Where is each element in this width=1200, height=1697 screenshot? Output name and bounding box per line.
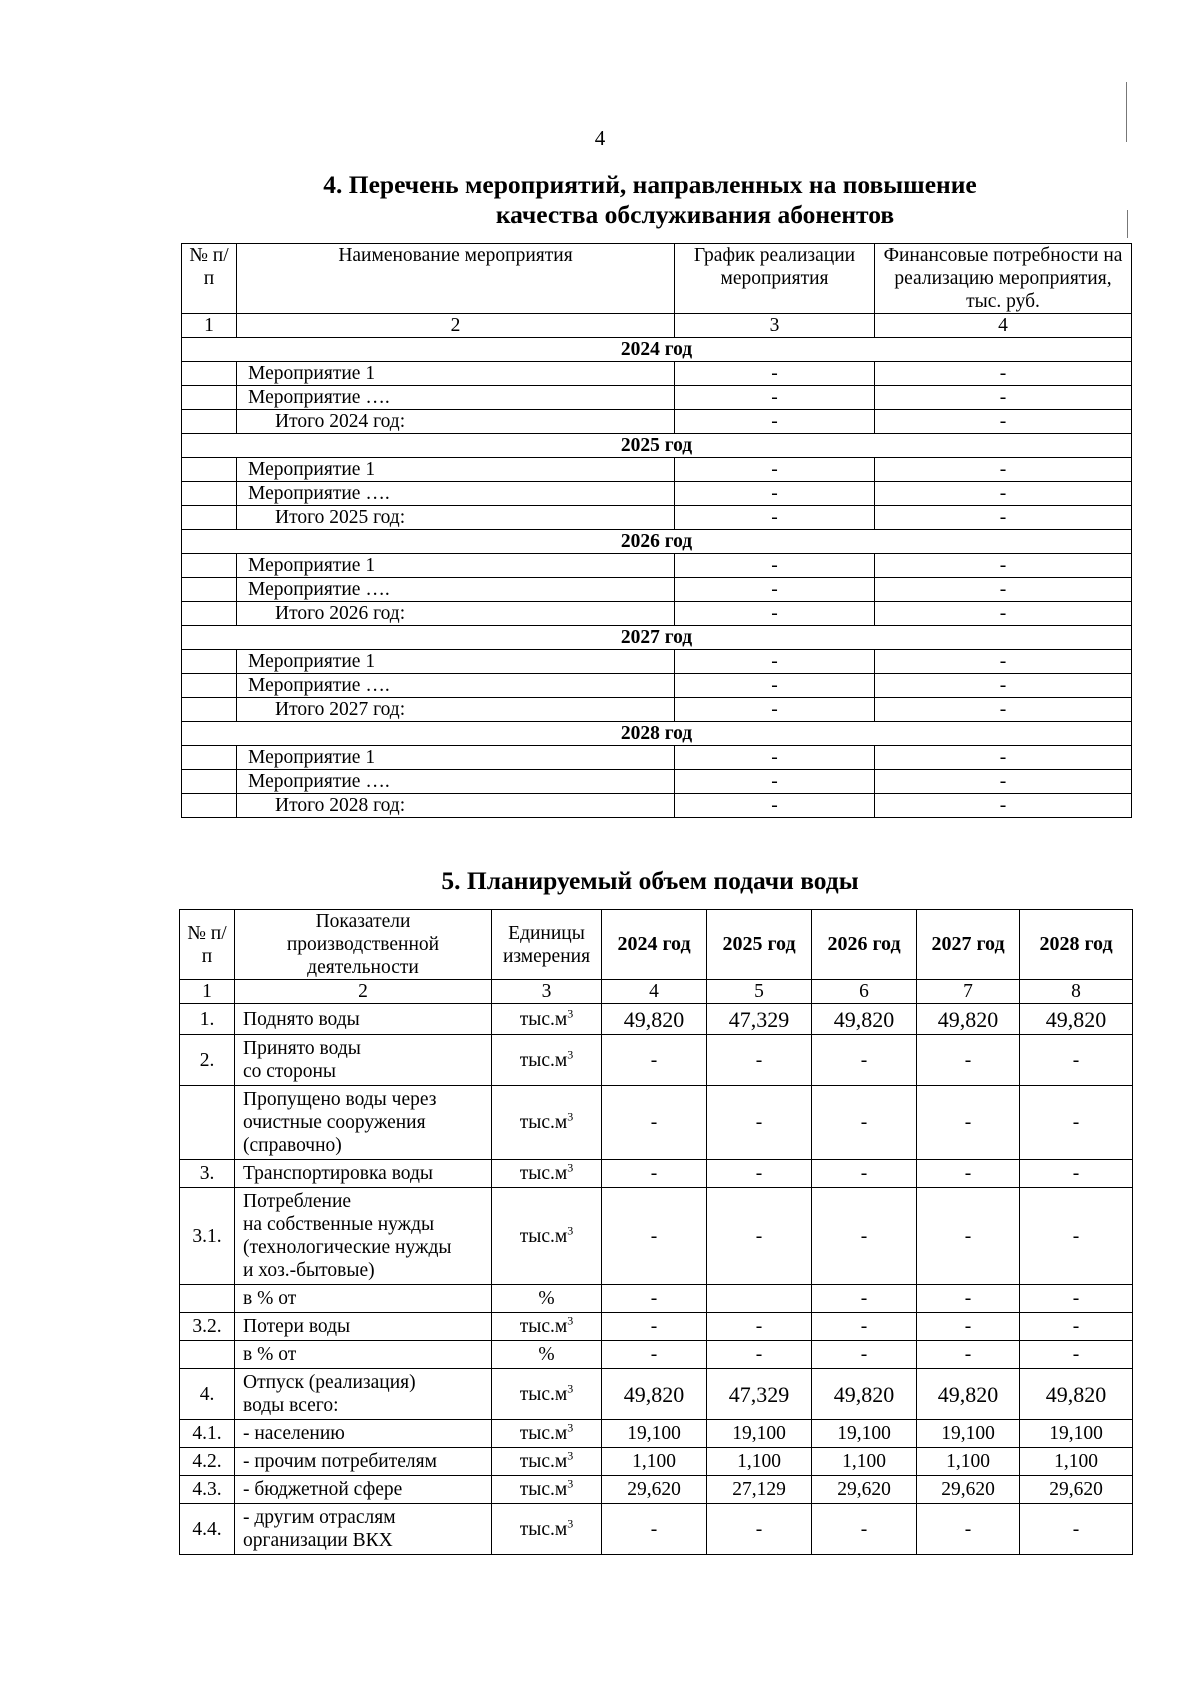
- measure-num: [182, 770, 237, 794]
- water-header-unit: Единицы измерения: [492, 910, 602, 980]
- water-row-num: 1.: [180, 1004, 235, 1035]
- indicator-line: в % от: [243, 1288, 297, 1309]
- water-row-value: -: [707, 1188, 812, 1285]
- measure-name: Мероприятие 1: [237, 554, 675, 578]
- measures-table: [181, 243, 1132, 818]
- water-row-value: 47,329: [707, 1004, 812, 1035]
- water-row-value: -: [812, 1341, 917, 1369]
- unit-sup: 3: [567, 1448, 574, 1463]
- scan-mark: [1127, 210, 1128, 238]
- water-colnum-row: [180, 980, 1133, 1004]
- indicator-line: (справочно): [243, 1135, 342, 1156]
- water-row-value: -: [917, 1086, 1020, 1160]
- header-num: № п/п: [182, 244, 237, 314]
- measure-row: [182, 578, 1132, 602]
- water-row-num: 3.2.: [180, 1313, 235, 1341]
- water-row-value: -: [917, 1285, 1020, 1313]
- unit-text: тыс.м: [519, 1383, 568, 1405]
- water-row-value: 1,100: [707, 1448, 812, 1476]
- water-row: [180, 1035, 1133, 1086]
- water-colnum: 7: [917, 980, 1020, 1004]
- water-row-value: -: [707, 1086, 812, 1160]
- water-row-num: 3.: [180, 1160, 235, 1188]
- colnum-2: 2: [237, 314, 675, 338]
- water-row-value: -: [917, 1035, 1020, 1086]
- water-row-value: 49,820: [1020, 1369, 1133, 1420]
- water-row-value: -: [707, 1313, 812, 1341]
- measure-num: [182, 458, 237, 482]
- unit-sup: 3: [567, 1160, 574, 1175]
- water-row-value: -: [812, 1313, 917, 1341]
- water-row-value: -: [812, 1035, 917, 1086]
- indicator-line: воды всего:: [243, 1395, 339, 1416]
- water-row-value: 49,820: [812, 1004, 917, 1035]
- water-row-value: 1,100: [812, 1448, 917, 1476]
- total-finance: -: [875, 698, 1132, 722]
- water-row-value: -: [707, 1160, 812, 1188]
- water-row-indicator: [235, 1086, 492, 1160]
- water-row-value: -: [917, 1313, 1020, 1341]
- water-row-value: 47,329: [707, 1369, 812, 1420]
- water-header-year-2024: 2024 год: [602, 910, 707, 980]
- indicator-line: - населению: [243, 1423, 345, 1444]
- water-row-value: -: [1020, 1285, 1133, 1313]
- water-row-value: -: [1020, 1035, 1133, 1086]
- water-header-year-2025: 2025 год: [707, 910, 812, 980]
- section4-title: [180, 170, 1120, 230]
- measure-schedule: -: [675, 554, 875, 578]
- total-label: Итого 2028 год:: [237, 794, 675, 818]
- year-label: 2025 год: [182, 434, 1132, 458]
- total-row: [182, 794, 1132, 818]
- total-finance: -: [875, 602, 1132, 626]
- measure-row: [182, 554, 1132, 578]
- year-label: 2026 год: [182, 530, 1132, 554]
- water-row-value: -: [1020, 1313, 1133, 1341]
- water-row-indicator: [235, 1369, 492, 1420]
- water-row-num: 4.4.: [180, 1504, 235, 1555]
- water-row-value: -: [602, 1341, 707, 1369]
- water-row-value: 49,820: [812, 1369, 917, 1420]
- water-row-value: -: [602, 1160, 707, 1188]
- measure-row: [182, 482, 1132, 506]
- total-schedule: -: [675, 410, 875, 434]
- water-header-num: № п/п: [180, 910, 235, 980]
- total-schedule: -: [675, 506, 875, 530]
- water-row-num: [180, 1341, 235, 1369]
- water-colnum: 1: [180, 980, 235, 1004]
- header-schedule: График реализации мероприятия: [675, 244, 875, 314]
- water-row-value: 29,620: [812, 1476, 917, 1504]
- measure-name: Мероприятие 1: [237, 746, 675, 770]
- water-row-indicator: [235, 1504, 492, 1555]
- measure-row: [182, 674, 1132, 698]
- measure-name: Мероприятие 1: [237, 650, 675, 674]
- water-row-value: 49,820: [1020, 1004, 1133, 1035]
- total-num: [182, 698, 237, 722]
- water-row-value: -: [917, 1188, 1020, 1285]
- water-colnum: 2: [235, 980, 492, 1004]
- water-row-value: -: [707, 1504, 812, 1555]
- water-row-unit: [492, 1285, 602, 1313]
- indicator-line: и хоз.-бытовые): [243, 1260, 375, 1281]
- unit-sup: 3: [567, 1047, 574, 1061]
- unit-text: тыс.м: [519, 1112, 568, 1133]
- water-row-value: -: [1020, 1504, 1133, 1555]
- water-row: [180, 1285, 1133, 1313]
- measure-finance: -: [875, 458, 1132, 482]
- unit-text: тыс.м: [519, 1316, 568, 1337]
- indicator-line: Пропущено воды через: [243, 1089, 437, 1110]
- indicator-line: - другим отраслям: [243, 1507, 396, 1528]
- water-supply-table: [179, 909, 1133, 1555]
- year-row: [182, 626, 1132, 650]
- colnum-1: 1: [182, 314, 237, 338]
- unit-text: тыс.м: [519, 1163, 568, 1184]
- unit-text: тыс.м: [519, 1049, 568, 1071]
- water-row-unit: [492, 1188, 602, 1285]
- total-row: [182, 602, 1132, 626]
- indicator-line: Принято воды: [243, 1038, 361, 1059]
- water-row-value: 49,820: [602, 1369, 707, 1420]
- measures-colnum-row: [182, 314, 1132, 338]
- water-row-value: -: [812, 1285, 917, 1313]
- water-row-value: -: [707, 1341, 812, 1369]
- water-row-unit: [492, 1160, 602, 1188]
- measure-row: [182, 386, 1132, 410]
- unit-sup: 3: [567, 1223, 574, 1237]
- water-row-value: -: [602, 1504, 707, 1555]
- water-row-value: -: [602, 1313, 707, 1341]
- year-label: 2027 год: [182, 626, 1132, 650]
- total-row: [182, 698, 1132, 722]
- water-row-value: -: [602, 1188, 707, 1285]
- water-row-value: 27,129: [707, 1476, 812, 1504]
- water-row-value: -: [812, 1086, 917, 1160]
- measure-name: Мероприятие ….: [237, 578, 675, 602]
- total-label: Итого 2025 год:: [237, 506, 675, 530]
- unit-text: %: [538, 1344, 555, 1365]
- measure-num: [182, 674, 237, 698]
- total-num: [182, 410, 237, 434]
- water-colnum: 8: [1020, 980, 1133, 1004]
- measure-schedule: -: [675, 746, 875, 770]
- water-row-indicator: [235, 1476, 492, 1504]
- water-row-value: -: [1020, 1086, 1133, 1160]
- measure-finance: -: [875, 578, 1132, 602]
- measure-name: Мероприятие ….: [237, 770, 675, 794]
- water-colnum: 6: [812, 980, 917, 1004]
- water-header-year-2026: 2026 год: [812, 910, 917, 980]
- water-row-num: 3.1.: [180, 1188, 235, 1285]
- unit-text: тыс.м: [519, 1479, 568, 1500]
- water-row-value: -: [602, 1285, 707, 1313]
- water-row: [180, 1476, 1133, 1504]
- total-schedule: -: [675, 602, 875, 626]
- water-row: [180, 1086, 1133, 1160]
- water-row-value: -: [917, 1341, 1020, 1369]
- header-finance: Финансовые потребности на реализацию мероприятия, тыс. руб.: [875, 244, 1132, 314]
- water-row: [180, 1341, 1133, 1369]
- water-row-indicator: [235, 1448, 492, 1476]
- unit-sup: 3: [567, 1420, 574, 1435]
- total-finance: -: [875, 506, 1132, 530]
- year-row: [182, 530, 1132, 554]
- water-row-num: 4.2.: [180, 1448, 235, 1476]
- water-row-value: -: [1020, 1160, 1133, 1188]
- water-row-unit: [492, 1313, 602, 1341]
- total-schedule: -: [675, 698, 875, 722]
- indicator-line: очистные сооружения: [243, 1112, 426, 1133]
- water-row-unit: [492, 1420, 602, 1448]
- unit-text: тыс.м: [519, 1423, 568, 1444]
- measure-name: Мероприятие ….: [237, 482, 675, 506]
- indicator-line: Потребление: [243, 1191, 352, 1212]
- measure-row: [182, 770, 1132, 794]
- water-row-indicator: [235, 1420, 492, 1448]
- water-row-value: -: [707, 1035, 812, 1086]
- measure-row: [182, 746, 1132, 770]
- total-finance: -: [875, 410, 1132, 434]
- water-row-num: [180, 1285, 235, 1313]
- water-row-indicator: [235, 1160, 492, 1188]
- header-measure-name: Наименование мероприятия: [237, 244, 675, 314]
- measure-name: Мероприятие ….: [237, 386, 675, 410]
- unit-sup: 3: [567, 1476, 574, 1491]
- unit-text: тыс.м: [519, 1518, 568, 1540]
- section5-title: 5. Планируемый объем подачи воды: [441, 866, 859, 895]
- water-row-num: [180, 1086, 235, 1160]
- measure-num: [182, 362, 237, 386]
- total-num: [182, 794, 237, 818]
- water-row-value: -: [1020, 1341, 1133, 1369]
- measure-schedule: -: [675, 578, 875, 602]
- measure-name: Мероприятие 1: [237, 362, 675, 386]
- water-row-value: 29,620: [917, 1476, 1020, 1504]
- indicator-line: на собственные нужды: [243, 1214, 435, 1235]
- water-row: [180, 1369, 1133, 1420]
- water-row-value: -: [812, 1160, 917, 1188]
- measure-finance: -: [875, 386, 1132, 410]
- water-row-value: 49,820: [602, 1004, 707, 1035]
- year-label: 2028 год: [182, 722, 1132, 746]
- water-header-year-2027: 2027 год: [917, 910, 1020, 980]
- water-row-indicator: [235, 1341, 492, 1369]
- total-label: Итого 2027 год:: [237, 698, 675, 722]
- section4-title-line2: качества обслуживания абонентов: [495, 200, 895, 229]
- indicator-line: Транспортировка воды: [243, 1163, 434, 1184]
- water-row-value: 19,100: [707, 1420, 812, 1448]
- water-row-value: -: [812, 1188, 917, 1285]
- water-header-indicator: Показатели производственной деятельности: [235, 910, 492, 980]
- water-row-unit: [492, 1341, 602, 1369]
- unit-text: тыс.м: [519, 1451, 568, 1472]
- water-row-num: 4.: [180, 1369, 235, 1420]
- water-row: [180, 1504, 1133, 1555]
- indicator-line: Потери воды: [243, 1316, 351, 1337]
- measure-finance: -: [875, 674, 1132, 698]
- water-row-unit: [492, 1086, 602, 1160]
- measure-schedule: -: [675, 650, 875, 674]
- year-label: 2024 год: [182, 338, 1132, 362]
- unit-sup: 3: [567, 1006, 574, 1020]
- year-row: [182, 434, 1132, 458]
- water-row-value: -: [602, 1086, 707, 1160]
- water-row-indicator: [235, 1285, 492, 1313]
- water-row-unit: [492, 1476, 602, 1504]
- water-colnum: 4: [602, 980, 707, 1004]
- measure-finance: -: [875, 554, 1132, 578]
- measure-num: [182, 650, 237, 674]
- measure-num: [182, 578, 237, 602]
- measure-finance: -: [875, 650, 1132, 674]
- water-row-value: 19,100: [917, 1420, 1020, 1448]
- measure-schedule: -: [675, 386, 875, 410]
- water-row-value: 19,100: [812, 1420, 917, 1448]
- measure-num: [182, 554, 237, 578]
- water-row-indicator: [235, 1004, 492, 1035]
- indicator-line: (технологические нужды: [243, 1237, 452, 1258]
- water-row: [180, 1004, 1133, 1035]
- water-row: [180, 1188, 1133, 1285]
- water-row-num: 2.: [180, 1035, 235, 1086]
- water-row-unit: [492, 1004, 602, 1035]
- scan-mark: [1126, 82, 1127, 142]
- water-row-value: -: [602, 1035, 707, 1086]
- water-row-unit: [492, 1369, 602, 1420]
- water-row-value: 29,620: [1020, 1476, 1133, 1504]
- water-row: [180, 1448, 1133, 1476]
- total-label: Итого 2026 год:: [237, 602, 675, 626]
- water-row-value: -: [812, 1504, 917, 1555]
- indicator-line: - бюджетной сфере: [243, 1479, 403, 1500]
- unit-sup: 3: [567, 1381, 574, 1395]
- water-row-value: 49,820: [917, 1004, 1020, 1035]
- water-body: [180, 1004, 1133, 1555]
- measure-schedule: -: [675, 770, 875, 794]
- unit-sup: 3: [567, 1313, 574, 1328]
- unit-sup: 3: [567, 1516, 574, 1530]
- total-label: Итого 2024 год:: [237, 410, 675, 434]
- measure-num: [182, 482, 237, 506]
- measures-header-row: [182, 244, 1132, 314]
- measure-row: [182, 362, 1132, 386]
- colnum-4: 4: [875, 314, 1132, 338]
- total-num: [182, 506, 237, 530]
- indicator-line: Отпуск (реализация): [243, 1372, 416, 1393]
- water-row-indicator: [235, 1188, 492, 1285]
- total-finance: -: [875, 794, 1132, 818]
- measure-schedule: -: [675, 458, 875, 482]
- measure-name: Мероприятие ….: [237, 674, 675, 698]
- measure-schedule: -: [675, 482, 875, 506]
- year-row: [182, 338, 1132, 362]
- water-row-value: 19,100: [602, 1420, 707, 1448]
- water-row-value: 49,820: [917, 1369, 1020, 1420]
- measure-finance: -: [875, 362, 1132, 386]
- water-row-value: 1,100: [1020, 1448, 1133, 1476]
- indicator-line: со стороны: [243, 1061, 336, 1082]
- water-row-value: -: [917, 1160, 1020, 1188]
- water-header-year-2028: 2028 год: [1020, 910, 1133, 980]
- measure-finance: -: [875, 770, 1132, 794]
- water-row-num: 4.1.: [180, 1420, 235, 1448]
- water-row-value: -: [1020, 1188, 1133, 1285]
- water-row-unit: [492, 1504, 602, 1555]
- year-row: [182, 722, 1132, 746]
- indicator-line: в % от: [243, 1344, 297, 1365]
- water-colnum: 5: [707, 980, 812, 1004]
- section4-title-line1: 4. Перечень мероприятий, направленных на повышение: [323, 170, 977, 199]
- colnum-3: 3: [675, 314, 875, 338]
- water-row-value: 1,100: [602, 1448, 707, 1476]
- unit-text: тыс.м: [519, 1008, 568, 1030]
- page-number: 4: [594, 126, 606, 150]
- water-row-value: -: [917, 1504, 1020, 1555]
- water-row: [180, 1420, 1133, 1448]
- water-colnum: 3: [492, 980, 602, 1004]
- measure-name: Мероприятие 1: [237, 458, 675, 482]
- indicator-line: организации ВКХ: [243, 1530, 393, 1551]
- water-row-value: [707, 1285, 812, 1313]
- measure-schedule: -: [675, 362, 875, 386]
- measure-row: [182, 650, 1132, 674]
- unit-sup: 3: [567, 1109, 574, 1124]
- measure-schedule: -: [675, 674, 875, 698]
- water-row: [180, 1160, 1133, 1188]
- measure-row: [182, 458, 1132, 482]
- measures-body: [182, 338, 1132, 818]
- water-row-indicator: [235, 1035, 492, 1086]
- total-num: [182, 602, 237, 626]
- water-row-unit: [492, 1035, 602, 1086]
- unit-text: тыс.м: [519, 1225, 568, 1247]
- measure-finance: -: [875, 746, 1132, 770]
- measure-num: [182, 386, 237, 410]
- indicator-line: - прочим потребителям: [243, 1451, 437, 1472]
- water-row-num: 4.3.: [180, 1476, 235, 1504]
- measure-num: [182, 746, 237, 770]
- water-row-value: 29,620: [602, 1476, 707, 1504]
- indicator-line: Поднято воды: [243, 1008, 360, 1030]
- measure-finance: -: [875, 482, 1132, 506]
- water-row-value: 19,100: [1020, 1420, 1133, 1448]
- total-row: [182, 506, 1132, 530]
- water-row-value: 1,100: [917, 1448, 1020, 1476]
- water-header-row: [180, 910, 1133, 980]
- total-row: [182, 410, 1132, 434]
- water-row-indicator: [235, 1313, 492, 1341]
- unit-text: %: [538, 1288, 555, 1309]
- total-schedule: -: [675, 794, 875, 818]
- water-row-unit: [492, 1448, 602, 1476]
- water-row: [180, 1313, 1133, 1341]
